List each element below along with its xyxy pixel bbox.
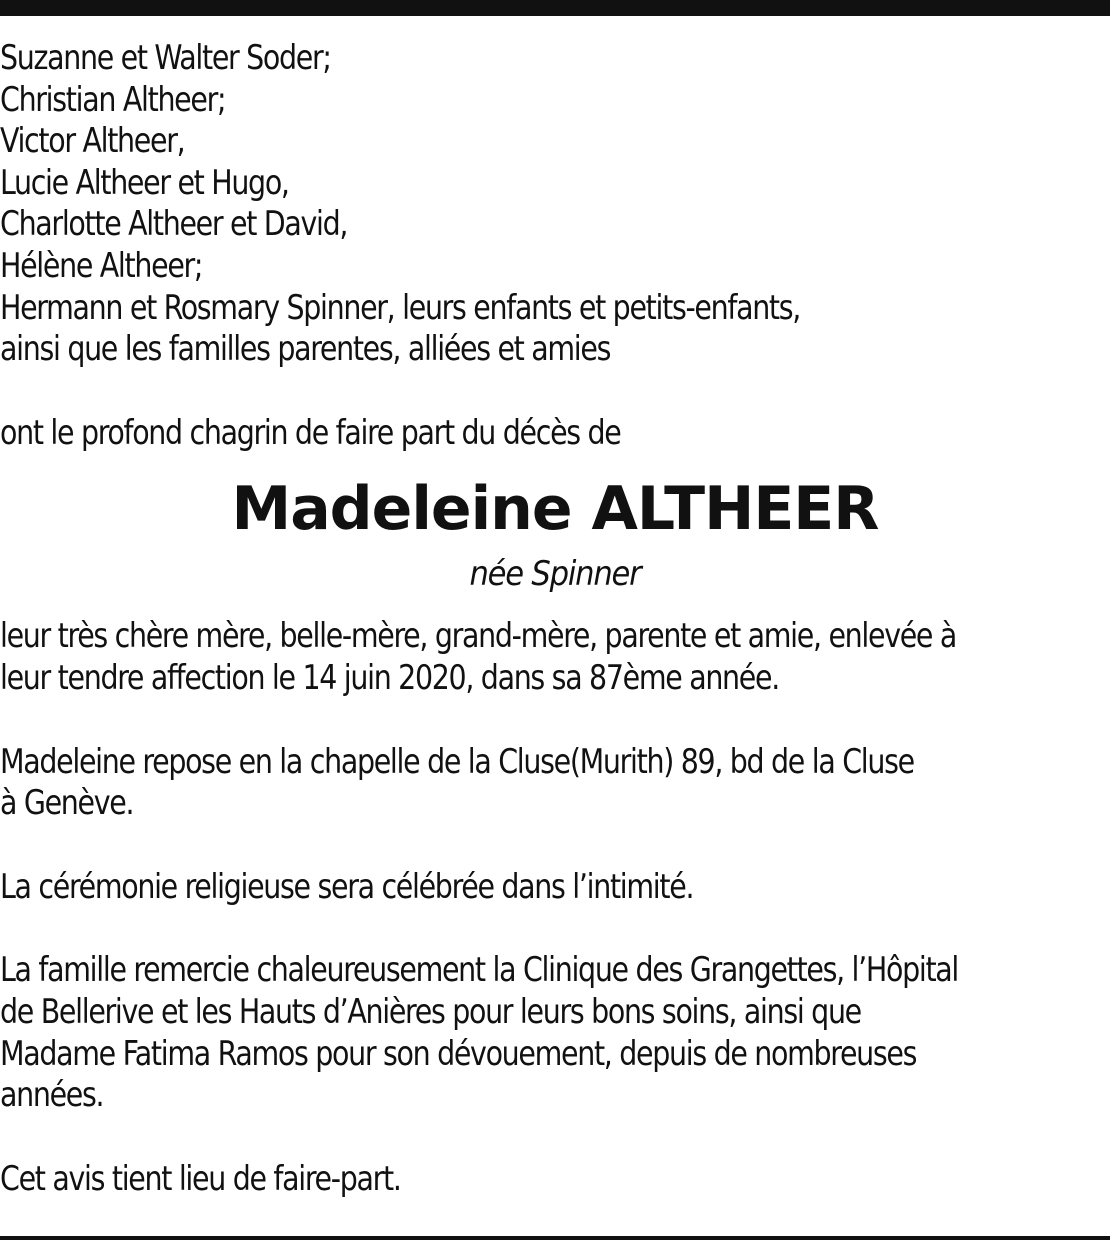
- thanks-line: de Bellerive et les Hauts d’Anières pour leurs bons soins, ainsi que: [0, 991, 861, 1032]
- closing-text: Cet avis tient lieu de faire-part.: [0, 1158, 401, 1199]
- family-line: Hélène Altheer;: [0, 245, 203, 286]
- deceased-name: Madeleine ALTHEER: [231, 474, 879, 545]
- repose-paragraph: [0, 742, 1110, 825]
- family-line: Charlotte Altheer et David,: [0, 204, 348, 245]
- announcement-text: ont le profond chagrin de faire part du décès de: [0, 412, 621, 453]
- deceased-maiden-name: née Spinner: [469, 554, 641, 595]
- ceremony-text: La cérémonie religieuse sera célébrée dans l’intimité.: [0, 866, 694, 907]
- family-list: [0, 38, 1110, 371]
- thanks-line: La famille remercie chaleureusement la Clinique des Grangettes, l’Hôpital: [0, 950, 959, 991]
- description-line: leur très chère mère, belle-mère, grand-mère, parente et amie, enlevée à: [0, 616, 957, 657]
- bottom-border-rule: [0, 1236, 1110, 1240]
- obituary-notice: [0, 38, 1110, 1200]
- repose-line: à Genève.: [0, 783, 134, 824]
- family-line: Victor Altheer,: [0, 121, 185, 162]
- thanks-paragraph: [0, 950, 1110, 1116]
- family-line: ainsi que les familles parentes, alliées et amies: [0, 329, 611, 370]
- family-line: Hermann et Rosmary Spinner, leurs enfants et petits-enfants,: [0, 287, 801, 328]
- description-paragraph: [0, 616, 1110, 699]
- thanks-line: Madame Fatima Ramos pour son dévouement, depuis de nombreuses: [0, 1033, 917, 1074]
- repose-line: Madeleine repose en la chapelle de la Cluse(Murith) 89, bd de la Cluse: [0, 741, 914, 782]
- family-line: Lucie Altheer et Hugo,: [0, 162, 289, 203]
- top-border-rule: [0, 0, 1110, 16]
- description-line: leur tendre affection le 14 juin 2020, dans sa 87ème année.: [0, 657, 779, 698]
- thanks-line: années.: [0, 1075, 104, 1116]
- family-line: Christian Altheer;: [0, 79, 226, 120]
- family-line: Suzanne et Walter Soder;: [0, 38, 331, 78]
